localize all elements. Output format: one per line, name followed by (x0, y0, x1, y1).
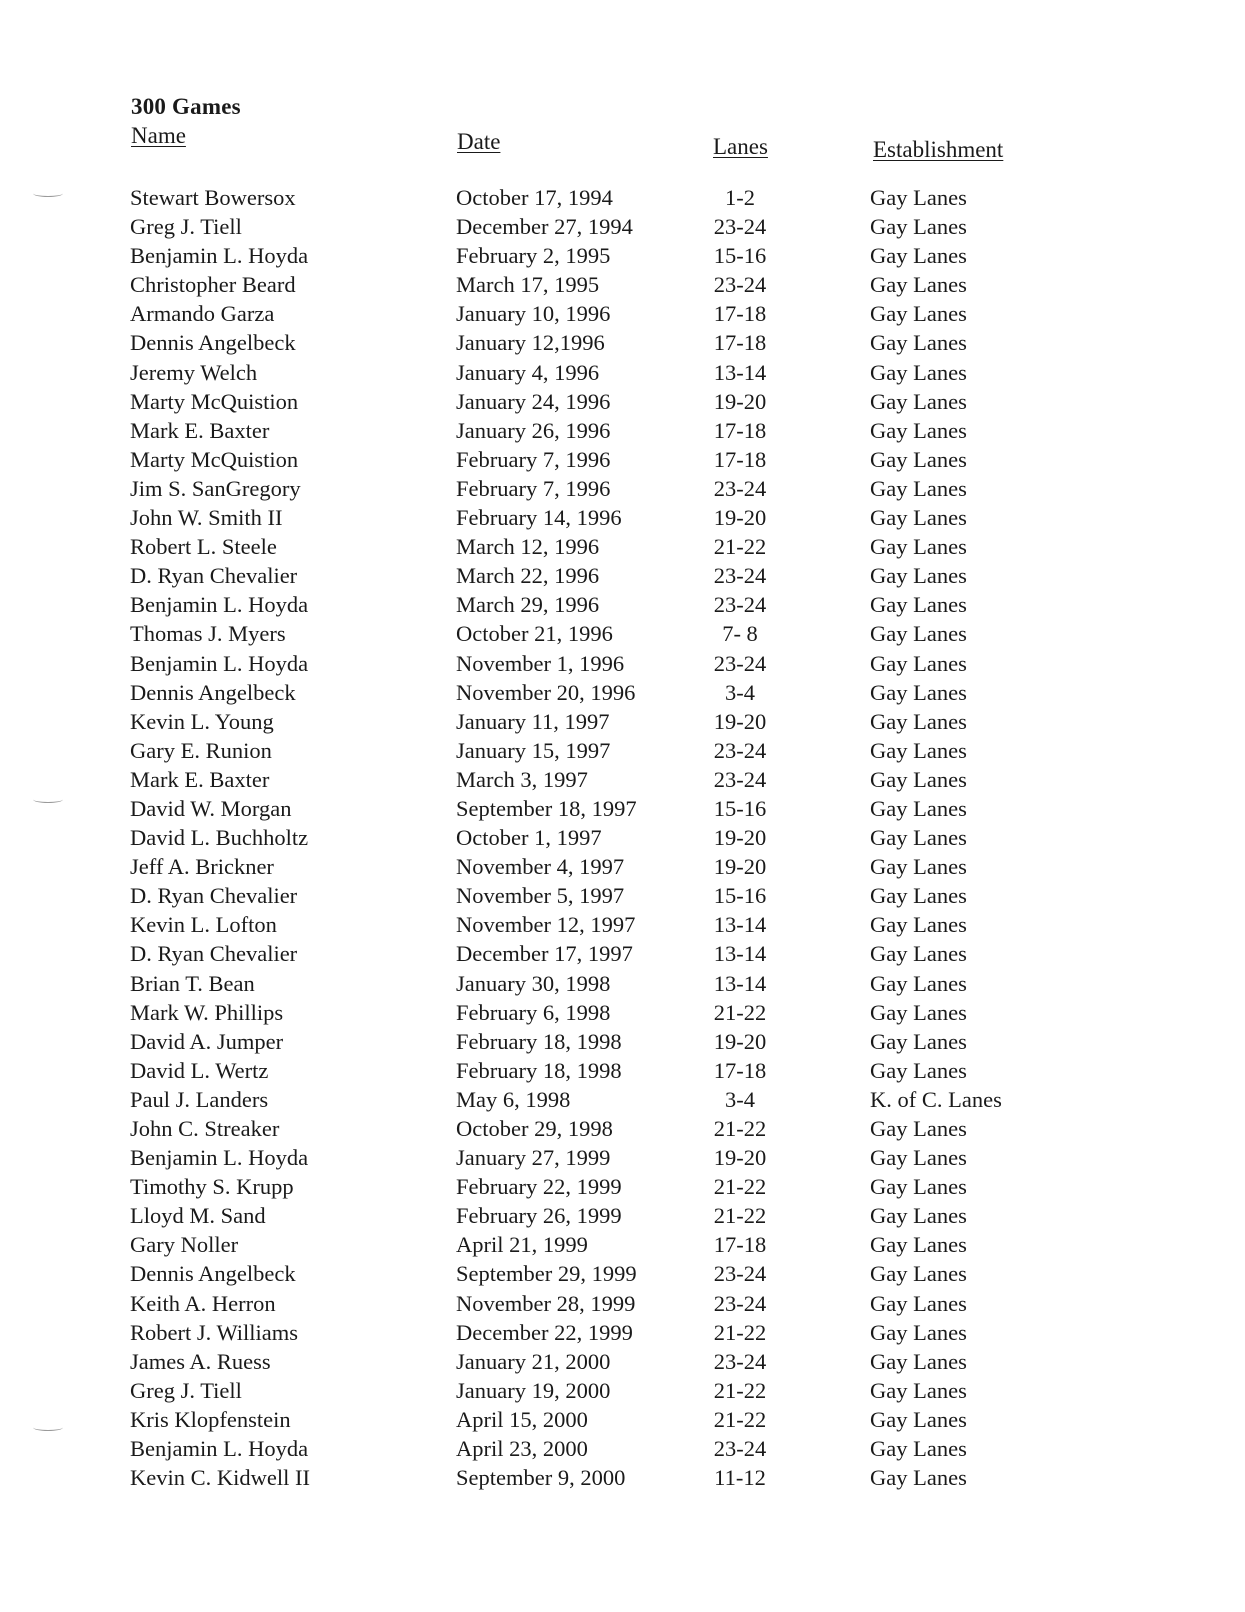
row-name: Jeremy Welch (130, 359, 258, 385)
table-row (0, 707, 1245, 736)
row-lanes: 19-20 (713, 505, 767, 531)
row-date: March 17, 1995 (456, 272, 600, 298)
row-date: January 10, 1996 (456, 301, 611, 327)
row-date: February 14, 1996 (456, 505, 622, 531)
row-lanes: 23-24 (713, 1436, 767, 1462)
row-date: January 21, 2000 (456, 1348, 611, 1374)
row-establishment: Gay Lanes (870, 243, 967, 269)
table-row (0, 649, 1245, 678)
row-date: October 29, 1998 (456, 1116, 613, 1141)
row-name: Benjamin L. Hoyda (130, 592, 309, 618)
row-date: February 7, 1996 (456, 475, 611, 501)
row-name: D. Ryan Chevalier (130, 883, 298, 909)
table-row (0, 736, 1245, 765)
row-lanes: 23-24 (713, 737, 767, 763)
row-date: November 28, 1999 (456, 1290, 636, 1316)
table-row (0, 561, 1245, 590)
row-date: April 23, 2000 (456, 1436, 588, 1462)
row-lanes: 19-20 (713, 854, 767, 880)
row-date: February 26, 1999 (456, 1203, 622, 1229)
row-lanes: 11-12 (714, 1465, 766, 1491)
row-date: January 12,1996 (456, 330, 605, 356)
row-establishment: Gay Lanes (870, 301, 967, 327)
row-date: March 22, 1996 (456, 563, 600, 589)
table-row (0, 1318, 1245, 1347)
row-lanes: 3-4 (725, 1086, 755, 1112)
row-establishment: Gay Lanes (870, 1116, 967, 1141)
row-establishment: Gay Lanes (870, 1319, 967, 1345)
row-establishment: Gay Lanes (870, 1028, 967, 1054)
row-lanes: 23-24 (713, 475, 767, 501)
row-lanes: 21-22 (713, 1319, 767, 1345)
table-row (0, 1463, 1245, 1492)
row-establishment: Gay Lanes (870, 446, 967, 472)
row-establishment: Gay Lanes (870, 534, 967, 560)
row-name: Robert J. Williams (130, 1319, 299, 1345)
row-lanes: 23-24 (713, 563, 767, 589)
row-date: October 21, 1996 (456, 621, 613, 647)
row-lanes: 1-2 (725, 185, 755, 210)
table-row (0, 299, 1245, 328)
row-establishment: Gay Lanes (870, 708, 967, 734)
row-establishment: Gay Lanes (870, 592, 967, 618)
column-header-date: Date (457, 129, 501, 154)
table-row (0, 183, 1245, 212)
games-table (0, 183, 1245, 1492)
row-date: March 29, 1996 (456, 592, 600, 618)
row-name: Jim S. SanGregory (130, 475, 301, 501)
row-establishment: Gay Lanes (870, 883, 967, 909)
row-date: November 1, 1996 (456, 650, 625, 676)
row-lanes: 13-14 (713, 941, 767, 967)
table-row (0, 1259, 1245, 1288)
row-establishment: Gay Lanes (870, 417, 967, 443)
table-row (0, 765, 1245, 794)
row-establishment: Gay Lanes (870, 359, 967, 385)
table-row (0, 445, 1245, 474)
row-lanes: 17-18 (713, 330, 767, 356)
row-lanes: 19-20 (713, 1145, 767, 1171)
row-lanes: 15-16 (713, 795, 767, 821)
table-row (0, 998, 1245, 1027)
row-date: January 24, 1996 (456, 388, 611, 414)
row-name: Marty McQuistion (130, 388, 299, 414)
table-row (0, 1201, 1245, 1230)
table-row (0, 1027, 1245, 1056)
row-date: December 27, 1994 (456, 214, 633, 240)
document-title: 300 Games (131, 94, 241, 119)
row-date: January 26, 1996 (456, 417, 611, 443)
row-name: Gary E. Runion (130, 737, 272, 763)
row-name: David L. Buchholtz (130, 825, 309, 851)
row-lanes: 17-18 (713, 1057, 767, 1083)
row-lanes: 13-14 (713, 912, 767, 938)
row-date: February 7, 1996 (456, 446, 611, 472)
row-establishment: Gay Lanes (870, 999, 967, 1025)
row-name: Christopher Beard (130, 272, 296, 298)
row-name: Benjamin L. Hoyda (130, 650, 309, 676)
table-row (0, 532, 1245, 561)
row-establishment: Gay Lanes (870, 1174, 967, 1200)
row-lanes: 21-22 (713, 1377, 767, 1403)
row-lanes: 17-18 (713, 301, 767, 327)
table-row (0, 1434, 1245, 1463)
row-date: September 18, 1997 (456, 795, 637, 821)
row-establishment: Gay Lanes (870, 1465, 967, 1491)
table-row (0, 1230, 1245, 1259)
row-establishment: Gay Lanes (870, 1406, 967, 1432)
row-name: Kevin L. Lofton (130, 912, 277, 938)
row-establishment: Gay Lanes (870, 185, 967, 210)
row-lanes: 7- 8 (722, 621, 758, 647)
row-lanes: 21-22 (713, 1203, 767, 1229)
row-establishment: Gay Lanes (870, 1290, 967, 1316)
row-name: Greg J. Tiell (130, 214, 242, 240)
row-name: Mark E. Baxter (130, 766, 270, 792)
row-establishment: Gay Lanes (870, 1377, 967, 1403)
row-lanes: 13-14 (713, 970, 767, 996)
row-name: Greg J. Tiell (130, 1377, 242, 1403)
row-establishment: Gay Lanes (870, 650, 967, 676)
table-row (0, 328, 1245, 357)
row-establishment: Gay Lanes (870, 1348, 967, 1374)
table-row (0, 823, 1245, 852)
row-name: Robert L. Steele (130, 534, 277, 560)
row-name: Stewart Bowersox (130, 185, 296, 210)
table-row (0, 852, 1245, 881)
row-lanes: 13-14 (713, 359, 767, 385)
row-name: Benjamin L. Hoyda (130, 243, 309, 269)
row-date: October 17, 1994 (456, 185, 613, 210)
row-establishment: Gay Lanes (870, 1057, 967, 1083)
row-lanes: 15-16 (713, 883, 767, 909)
row-name: Benjamin L. Hoyda (130, 1436, 309, 1462)
row-establishment: Gay Lanes (870, 941, 967, 967)
row-name: Lloyd M. Sand (130, 1203, 266, 1229)
row-name: Gary Noller (130, 1232, 239, 1258)
table-row (0, 1056, 1245, 1085)
row-establishment: Gay Lanes (870, 1261, 967, 1287)
row-name: Dennis Angelbeck (130, 1261, 296, 1287)
row-lanes: 15-16 (713, 243, 767, 269)
row-establishment: Gay Lanes (870, 505, 967, 531)
row-establishment: Gay Lanes (870, 854, 967, 880)
table-row (0, 474, 1245, 503)
row-lanes: 21-22 (713, 534, 767, 560)
row-date: January 27, 1999 (456, 1145, 611, 1171)
table-row (0, 416, 1245, 445)
table-row (0, 212, 1245, 241)
row-name: David A. Jumper (130, 1028, 284, 1054)
row-date: September 29, 1999 (456, 1261, 637, 1287)
table-row (0, 590, 1245, 619)
row-name: Jeff A. Brickner (130, 854, 274, 880)
row-establishment: Gay Lanes (870, 970, 967, 996)
row-name: Thomas J. Myers (130, 621, 286, 647)
row-date: January 30, 1998 (456, 970, 611, 996)
row-name: Mark W. Phillips (130, 999, 284, 1025)
row-date: January 19, 2000 (456, 1377, 611, 1403)
row-date: February 22, 1999 (456, 1174, 622, 1200)
table-row (0, 1085, 1245, 1114)
row-lanes: 23-24 (713, 214, 767, 240)
table-row (0, 387, 1245, 416)
row-lanes: 21-22 (713, 999, 767, 1025)
table-row (0, 1114, 1245, 1143)
row-date: February 2, 1995 (456, 243, 611, 269)
row-date: November 12, 1997 (456, 912, 636, 938)
row-name: D. Ryan Chevalier (130, 941, 298, 967)
table-row (0, 678, 1245, 707)
row-lanes: 19-20 (713, 1028, 767, 1054)
row-lanes: 3-4 (725, 679, 755, 705)
table-row (0, 503, 1245, 532)
row-establishment: Gay Lanes (870, 272, 967, 298)
row-date: May 6, 1998 (456, 1086, 571, 1112)
row-lanes: 23-24 (713, 766, 767, 792)
row-lanes: 17-18 (713, 1232, 767, 1258)
row-lanes: 19-20 (713, 388, 767, 414)
row-name: Armando Garza (130, 301, 275, 327)
row-name: Keith A. Herron (130, 1290, 276, 1316)
row-name: Benjamin L. Hoyda (130, 1145, 309, 1171)
row-name: John C. Streaker (130, 1116, 280, 1141)
row-date: January 11, 1997 (456, 708, 610, 734)
row-date: February 18, 1998 (456, 1057, 622, 1083)
column-header-lanes: Lanes (713, 134, 768, 159)
row-establishment: Gay Lanes (870, 1203, 967, 1229)
row-establishment: Gay Lanes (870, 1436, 967, 1462)
row-establishment: Gay Lanes (870, 912, 967, 938)
table-row (0, 358, 1245, 387)
row-lanes: 17-18 (713, 446, 767, 472)
table-row (0, 1172, 1245, 1201)
table-row (0, 794, 1245, 823)
row-date: March 3, 1997 (456, 766, 588, 792)
table-row (0, 1376, 1245, 1405)
row-date: November 5, 1997 (456, 883, 625, 909)
row-establishment: Gay Lanes (870, 1145, 967, 1171)
row-name: David L. Wertz (130, 1057, 269, 1083)
table-row (0, 270, 1245, 299)
row-establishment: Gay Lanes (870, 475, 967, 501)
table-row (0, 939, 1245, 968)
row-name: Paul J. Landers (130, 1086, 269, 1112)
row-establishment: Gay Lanes (870, 679, 967, 705)
table-row (0, 969, 1245, 998)
row-date: September 9, 2000 (456, 1465, 626, 1491)
row-date: February 6, 1998 (456, 999, 611, 1025)
row-lanes: 23-24 (713, 592, 767, 618)
row-lanes: 21-22 (713, 1406, 767, 1432)
column-header-name: Name (131, 123, 186, 148)
row-name: Kevin C. Kidwell II (130, 1465, 310, 1491)
row-lanes: 23-24 (713, 1261, 767, 1287)
row-establishment: Gay Lanes (870, 825, 967, 851)
row-date: April 21, 1999 (456, 1232, 588, 1258)
row-establishment: Gay Lanes (870, 330, 967, 356)
row-name: Brian T. Bean (130, 970, 255, 996)
table-row (0, 1405, 1245, 1434)
row-lanes: 23-24 (713, 1348, 767, 1374)
row-establishment: Gay Lanes (870, 766, 967, 792)
row-name: Mark E. Baxter (130, 417, 270, 443)
row-name: James A. Ruess (130, 1348, 271, 1374)
table-row (0, 619, 1245, 648)
table-row (0, 1143, 1245, 1172)
row-date: February 18, 1998 (456, 1028, 622, 1054)
row-lanes: 19-20 (713, 708, 767, 734)
row-lanes: 17-18 (713, 417, 767, 443)
row-name: John W. Smith II (130, 505, 283, 531)
row-lanes: 23-24 (713, 272, 767, 298)
row-date: December 22, 1999 (456, 1319, 633, 1345)
row-lanes: 23-24 (713, 650, 767, 676)
row-date: October 1, 1997 (456, 825, 602, 851)
row-name: Timothy S. Krupp (130, 1174, 294, 1200)
row-name: Kevin L. Young (130, 708, 274, 734)
table-row (0, 1347, 1245, 1376)
table-row (0, 1289, 1245, 1318)
row-lanes: 23-24 (713, 1290, 767, 1316)
row-name: Kris Klopfenstein (130, 1406, 291, 1432)
row-name: David W. Morgan (130, 795, 292, 821)
row-name: Dennis Angelbeck (130, 679, 296, 705)
row-lanes: 21-22 (713, 1174, 767, 1200)
row-date: January 4, 1996 (456, 359, 600, 385)
row-date: April 15, 2000 (456, 1406, 588, 1432)
row-name: D. Ryan Chevalier (130, 563, 298, 589)
row-date: November 4, 1997 (456, 854, 625, 880)
row-date: March 12, 1996 (456, 534, 600, 560)
row-lanes: 21-22 (713, 1116, 767, 1141)
row-lanes: 19-20 (713, 825, 767, 851)
row-establishment: Gay Lanes (870, 621, 967, 647)
row-establishment: Gay Lanes (870, 214, 967, 240)
row-establishment: Gay Lanes (870, 1232, 967, 1258)
row-establishment: Gay Lanes (870, 563, 967, 589)
row-name: Marty McQuistion (130, 446, 299, 472)
column-header-establishment: Establishment (873, 137, 1004, 162)
row-establishment: Gay Lanes (870, 388, 967, 414)
row-date: December 17, 1997 (456, 941, 633, 967)
table-row (0, 910, 1245, 939)
row-establishment: Gay Lanes (870, 795, 967, 821)
row-establishment: Gay Lanes (870, 737, 967, 763)
row-date: January 15, 1997 (456, 737, 611, 763)
row-establishment: K. of C. Lanes (870, 1086, 1002, 1112)
table-row (0, 241, 1245, 270)
table-row (0, 881, 1245, 910)
row-name: Dennis Angelbeck (130, 330, 296, 356)
row-date: November 20, 1996 (456, 679, 636, 705)
